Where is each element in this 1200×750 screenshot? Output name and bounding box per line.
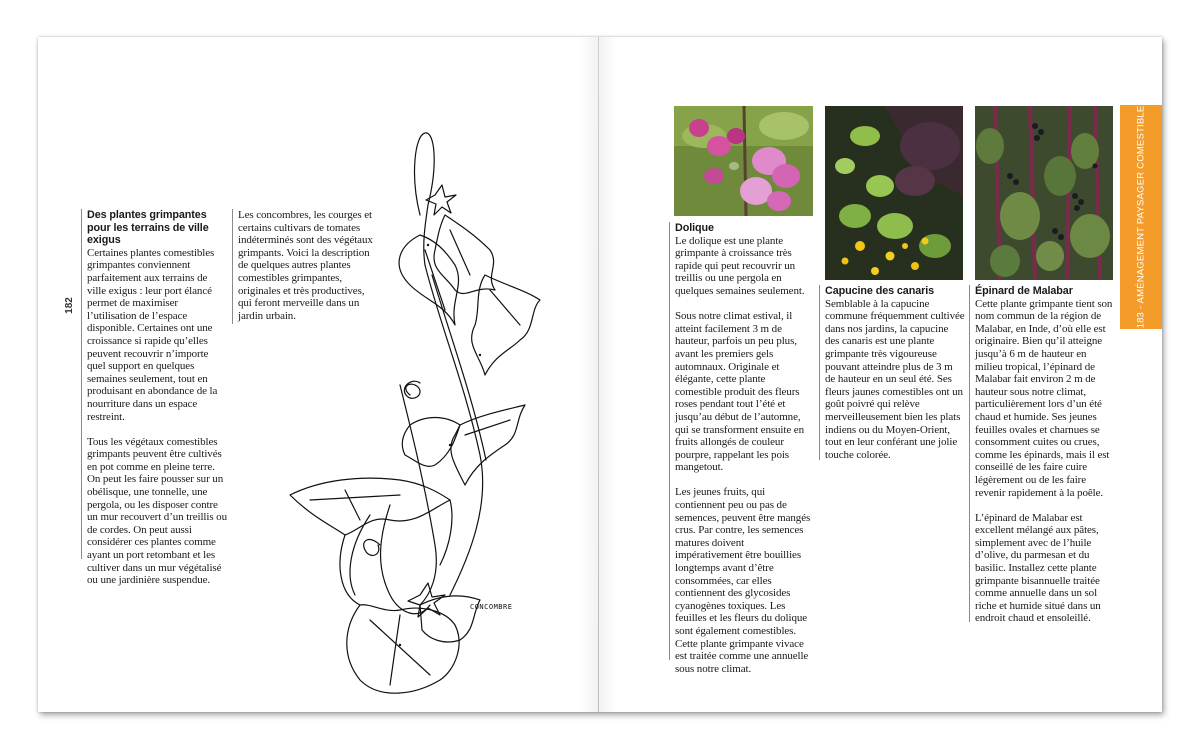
column-rule	[969, 285, 970, 622]
chapter-tab-label: 183 - AMÉNAGEMENT PAYSAGER COMESTIBLE	[1135, 105, 1147, 329]
dolique-para-3: Les jeunes fruits, qui contiennent peu ou pas de semences, peuvent être mangés crus. Par contre, les semences matures doivent impérativement être bouillies longtemps avant d’être consommées, car elles contiennent des glycosides cyanogènes toxiques. Les feuilles et les fleurs du dolique sont également comestibles. Cette plante grimpante vivace est traitée comme une annuelle sous notre climat.	[675, 486, 811, 675]
capucine-heading: Capucine des canaris	[825, 285, 935, 297]
right-col2	[825, 285, 965, 474]
column-rule	[232, 209, 233, 324]
left-page-number: 182	[63, 297, 75, 314]
column-rule	[819, 285, 820, 460]
left-col1-para-2: Tous les végétaux comestibles grimpants peuvent être cultivés en pot comme en pleine terre. On peut les faire pousser sur un obélisque, une tonnelle, une pergola, ou les disposer contre un mur recouvert d’un treillis ou de cordes. On peut aussi considérer ces plantes comme ayant un port retombant et les cultiver dans un mur végétalisé ou une jardinière suspendue.	[87, 435, 227, 587]
gutter	[598, 37, 599, 712]
malabar-heading: Épinard de Malabar	[975, 285, 1073, 297]
dolique-photo	[674, 106, 813, 216]
illustration-label: CONCOMBRE	[470, 603, 513, 611]
dolique-para-2: Sous notre climat estival, il atteint facilement 3 m de hauteur, parfois un peu plus, avant les premiers gels automnaux. Originale et élégante, cette plante comestible produit des fleurs roses pendant tout l’été et jusqu’au début de l’automne, qui se transforment ensuite en fruits allongés de couleur pourpre, rappelant les pois mangetout.	[675, 310, 804, 474]
capucine-photo	[825, 106, 963, 280]
right-col3	[975, 285, 1116, 638]
column-rule	[669, 222, 670, 660]
chapter-tab	[1120, 105, 1162, 329]
left-col2-para-1: Les concombres, les courges et certains cultivars de tomates indéterminés sont des végétaux grimpants. Voici la description de quelques autres plantes comestibles grimpantes, originales et très productives, qui feront merveille dans un jardin urbain.	[238, 209, 373, 322]
left-col1-para-1: Certaines plantes comestibles grimpantes conviennent parfaitement aux terrains de ville exigus : leur port élancé permet de maximiser l’utilisation de l’espace disponible. Certaines ont une croissance si rapide qu’elles peuvent recouvrir n’importe quel support en quelques semaines seulement, tout en produisant en abondance de la nourriture dans un espace restreint.	[87, 246, 218, 423]
left-col1-heading: Des plantes grimpantes pour les terrains de ville exigus	[87, 209, 209, 247]
dolique-heading: Dolique	[675, 222, 714, 234]
cucumber-illustration	[250, 125, 550, 705]
left-col1	[87, 209, 227, 599]
malabar-para-2: L’épinard de Malabar est excellent mélangé aux pâtes, simplement avec de l’huile d’olive, du parmesan et du basilic. Installez cette plante grimpante bisannuelle traitée comme annuelle dans un sol riche et humide situé dans un endroit chaud et ensoleillé.	[975, 511, 1101, 625]
right-col1	[675, 222, 814, 688]
capucine-para-1: Semblable à la capucine commune fréquemment cultivée dans nos jardins, la capucine des canaris est une plante grimpante très vigoureuse pouvant atteindre plus de 3 m de hauteur en un seul été. Ses fleurs jaunes comestibles ont un goût poivré qui relève merveilleusement bien les plats indiens ou du Moyen-Orient, tout en leur conférant une jolie touche colorée.	[825, 297, 965, 461]
malabar-photo	[975, 106, 1113, 280]
column-rule	[81, 209, 82, 559]
dolique-para-1: Le dolique est une plante grimpante à croissance très rapide qui peut recouvrir un treillis ou une pergola en quelques semaines seulement.	[675, 234, 805, 297]
malabar-para-1: Cette plante grimpante tient son nom commun de la région de Malabar, en Inde, d’où elle est originaire. Bien qu’il atteigne jusqu’à 6 m de hauteur en milieu tropical, l’épinard de Malabar fait environ 2 m de hauteur sous notre climat, particulièrement lors d’un été chaud et humide. Ses jeunes feuilles ovales et charnues se consomment cuites ou crues, comme les épinards, mais il est conseillé de les faire cuire légèrement ou de les faire revenir rapidement à la poêle.	[975, 297, 1113, 499]
